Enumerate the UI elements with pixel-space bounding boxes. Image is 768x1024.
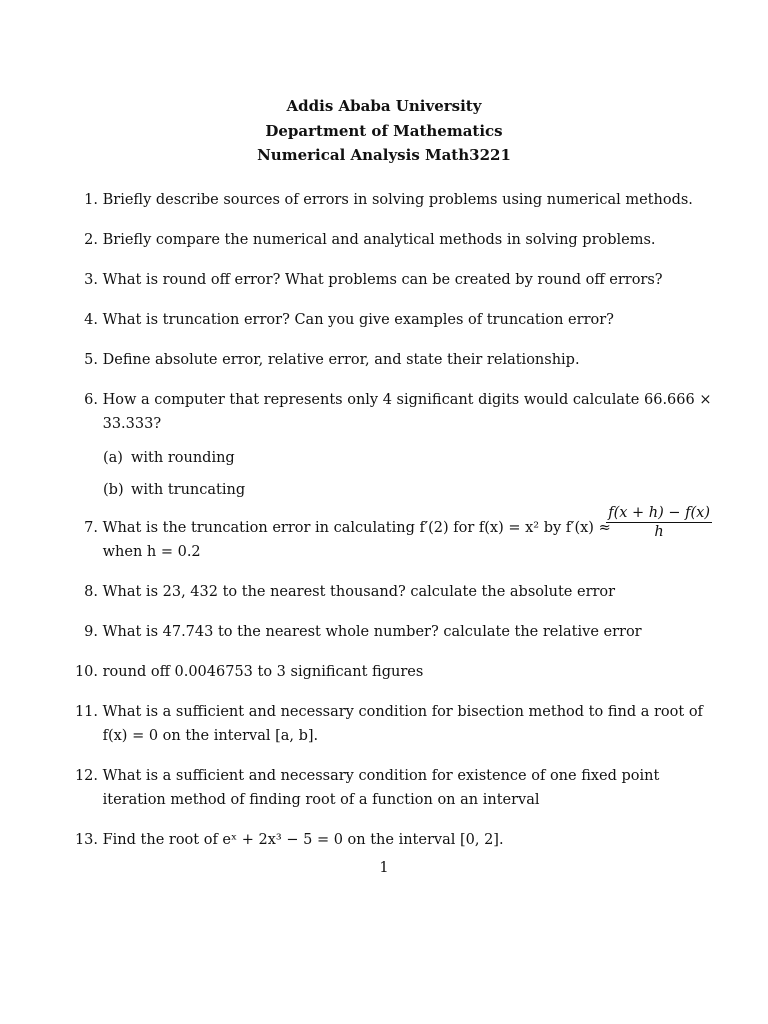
question-number: 5.	[84, 352, 98, 368]
question-text: What is the truncation error in calculating f′(2) for f(x) = x² by f′(x) ≈	[102, 520, 611, 536]
question-7	[0, 505, 768, 564]
page-number: 1	[379, 860, 389, 876]
fraction	[606, 504, 712, 541]
question-text: Define absolute error, relative error, and state their relationship.	[102, 352, 580, 368]
question-text: What is 47.743 to the nearest whole number? calculate the relative error	[102, 624, 642, 640]
question-number: 4.	[84, 312, 98, 328]
question-text: How a computer that represents only 4 significant digits would calculate 66.666 × 33.333?	[102, 392, 712, 432]
question-6	[0, 388, 768, 436]
question-text: What is a sufficient and necessary condition for bisection method to find a root of f(x) = 0 on the interval [a, b].	[102, 704, 703, 744]
question-text: Briefly compare the numerical and analytical methods in solving problems.	[102, 232, 656, 248]
question-number: 8.	[84, 584, 98, 600]
question-12	[0, 764, 768, 812]
question-list	[0, 188, 768, 868]
question-11	[0, 700, 768, 748]
question-number: 10.	[74, 664, 98, 680]
question-5	[0, 348, 768, 372]
question-10	[0, 660, 768, 684]
document-header	[0, 94, 768, 168]
university-name: Addis Ababa University	[286, 97, 482, 115]
course-title: Numerical Analysis Math3221	[257, 146, 511, 164]
question-number: 12.	[74, 768, 98, 784]
question-number: 13.	[74, 832, 98, 848]
question-number: 1.	[84, 192, 98, 208]
question-text-continued: when h = 0.2	[102, 544, 201, 560]
fraction-denominator: h	[654, 524, 664, 540]
question-body	[102, 505, 712, 564]
question-number: 2.	[84, 232, 98, 248]
question-text: What is round off error? What problems can be created by round off errors?	[102, 272, 663, 288]
question-number: 9.	[84, 624, 98, 640]
subitem-text: with rounding	[131, 450, 235, 466]
subitem-b	[0, 478, 768, 502]
subitem-label: (a)	[103, 450, 123, 466]
question-text: round off 0.0046753 to 3 significant figures	[102, 664, 424, 680]
question-text: What is truncation error? Can you give examples of truncation error?	[102, 312, 614, 328]
question-number: 3.	[84, 272, 98, 288]
question-text: What is 23, 432 to the nearest thousand? calculate the absolute error	[102, 584, 616, 600]
department-name: Department of Mathematics	[265, 121, 503, 140]
subitem-list	[0, 446, 768, 502]
subitem-text: with truncating	[131, 482, 246, 498]
question-number: 6.	[84, 392, 98, 408]
question-text: What is a sufficient and necessary condition for existence of one fixed point iteration method of finding root of a function on an interval	[102, 768, 660, 808]
question-8	[0, 580, 768, 604]
question-number: 11.	[74, 704, 98, 720]
question-9	[0, 620, 768, 644]
question-text: Find the root of eˣ + 2x³ − 5 = 0 on the interval [0, 2].	[102, 832, 504, 848]
subitem-a	[0, 446, 768, 470]
question-text: Briefly describe sources of errors in solving problems using numerical methods.	[102, 192, 693, 208]
question-4	[0, 308, 768, 332]
fraction-numerator: f(x + h) − f(x)	[608, 505, 710, 521]
question-1	[0, 188, 768, 212]
question-2	[0, 228, 768, 252]
question-13	[0, 828, 768, 852]
question-3	[0, 268, 768, 292]
subitem-label: (b)	[103, 482, 124, 498]
question-number: 7.	[84, 520, 98, 536]
